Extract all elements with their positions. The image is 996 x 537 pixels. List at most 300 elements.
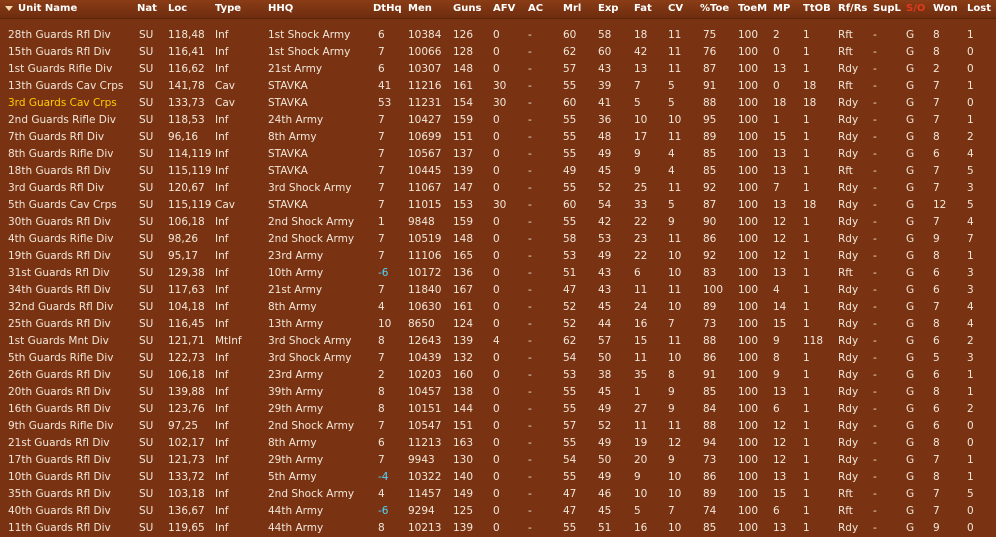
table-row[interactable] bbox=[0, 469, 996, 486]
table-row[interactable] bbox=[0, 418, 996, 435]
cell-supl: - bbox=[873, 80, 877, 92]
cell-supl: - bbox=[873, 267, 877, 279]
table-row[interactable] bbox=[0, 146, 996, 163]
cell-mrl: 54 bbox=[563, 352, 577, 364]
cell-lost: 0 bbox=[967, 522, 974, 534]
cell-nat: SU bbox=[139, 182, 154, 194]
cell-dthq: 10 bbox=[378, 318, 392, 330]
cell-afv: 0 bbox=[493, 386, 500, 398]
column-header-toem[interactable]: ToeM bbox=[738, 3, 768, 14]
cell-ttob: 1 bbox=[803, 267, 810, 279]
cell-supl: - bbox=[873, 148, 877, 160]
column-header-lost[interactable]: Lost bbox=[967, 3, 991, 14]
cell-rf-rs: Rdy bbox=[838, 301, 859, 313]
cell-mp: 9 bbox=[773, 369, 780, 381]
table-row[interactable] bbox=[0, 214, 996, 231]
cell-won: 6 bbox=[933, 148, 940, 160]
cell-hhq: 23rd Army bbox=[268, 250, 324, 262]
column-header-fat[interactable]: Fat bbox=[634, 3, 652, 14]
cell-guns: 159 bbox=[453, 216, 474, 228]
cell-unit-name[interactable]: 17th Guards Rfl Div bbox=[8, 454, 111, 466]
cell-hhq: 44th Army bbox=[268, 522, 324, 534]
table-row[interactable] bbox=[0, 265, 996, 282]
cell-ttob: 18 bbox=[803, 80, 817, 92]
column-header-s-o[interactable]: S/O bbox=[906, 3, 926, 14]
table-row[interactable] bbox=[0, 95, 996, 112]
column-header-type[interactable]: Type bbox=[215, 3, 242, 14]
cell-ttob: 1 bbox=[803, 46, 810, 58]
column-header-loc[interactable]: Loc bbox=[168, 3, 188, 14]
cell-won: 8 bbox=[933, 46, 940, 58]
cell-men: 9848 bbox=[408, 216, 435, 228]
table-row[interactable] bbox=[0, 27, 996, 44]
cell-mrl: 60 bbox=[563, 97, 577, 109]
cell-toem: 100 bbox=[738, 488, 759, 500]
cell-mp: 12 bbox=[773, 437, 787, 449]
cell-fat: 25 bbox=[634, 182, 648, 194]
cell-loc: 106,18 bbox=[168, 369, 205, 381]
cell-supl: - bbox=[873, 46, 877, 58]
cell-unit-name[interactable]: 10th Guards Rfl Div bbox=[8, 471, 111, 483]
cell-toem: 100 bbox=[738, 148, 759, 160]
cell-exp: 39 bbox=[598, 80, 612, 92]
cell-ac: - bbox=[528, 148, 532, 160]
column-header-supl[interactable]: SupL bbox=[873, 3, 901, 14]
table-row[interactable] bbox=[0, 486, 996, 503]
cell-supl: - bbox=[873, 369, 877, 381]
cell-exp: 49 bbox=[598, 437, 612, 449]
cell-unit-name[interactable]: 7th Guards Rfl Div bbox=[8, 131, 105, 143]
cell-dthq: 7 bbox=[378, 454, 385, 466]
cell-exp: 45 bbox=[598, 165, 612, 177]
cell-type: Inf bbox=[215, 233, 229, 245]
cell-loc: 97,25 bbox=[168, 420, 199, 432]
sort-arrow-icon bbox=[5, 6, 13, 11]
cell-unit-name[interactable]: 1st Guards Rifle Div bbox=[8, 63, 113, 75]
cell-loc: 116,62 bbox=[168, 63, 205, 75]
cell-supl: - bbox=[873, 437, 877, 449]
table-row[interactable] bbox=[0, 333, 996, 350]
cell-exp: 51 bbox=[598, 522, 612, 534]
cell-nat: SU bbox=[139, 267, 154, 279]
cell-type: Inf bbox=[215, 369, 229, 381]
cell-unit-name[interactable]: 2nd Guards Rifle Div bbox=[8, 114, 117, 126]
table-row[interactable] bbox=[0, 112, 996, 129]
column-header-rf-rs[interactable]: Rf/Rs bbox=[838, 3, 868, 14]
column-header-dthq[interactable]: DtHq bbox=[373, 3, 402, 14]
cell-lost: 3 bbox=[967, 267, 974, 279]
cell-unit-name[interactable]: 28th Guards Rfl Div bbox=[8, 29, 111, 41]
cell-type: Inf bbox=[215, 471, 229, 483]
table-row[interactable] bbox=[0, 248, 996, 265]
cell-dthq: 6 bbox=[378, 63, 385, 75]
cell-ttob: 1 bbox=[803, 165, 810, 177]
cell-nat: SU bbox=[139, 216, 154, 228]
cell-rf-rs: Rdy bbox=[838, 352, 859, 364]
table-row[interactable] bbox=[0, 435, 996, 452]
cell-exp: 42 bbox=[598, 216, 612, 228]
cell-dthq: -6 bbox=[378, 267, 389, 279]
cell-hhq: 21st Army bbox=[268, 63, 323, 75]
cell-supl: - bbox=[873, 318, 877, 330]
cell-unit-name[interactable]: 13th Guards Cav Crps bbox=[8, 80, 124, 92]
cell-lost: 7 bbox=[967, 233, 974, 245]
table-row[interactable] bbox=[0, 44, 996, 61]
cell-guns: 124 bbox=[453, 318, 474, 330]
cell-fat: 5 bbox=[634, 97, 641, 109]
cell-s-o: G bbox=[906, 522, 915, 534]
cell-afv: 0 bbox=[493, 284, 500, 296]
cell-rf-rs: Rdy bbox=[838, 420, 859, 432]
cell-s-o: G bbox=[906, 437, 915, 449]
cell-mp: 15 bbox=[773, 488, 787, 500]
cell-unit-name[interactable]: 35th Guards Rfl Div bbox=[8, 488, 111, 500]
cell-mrl: 52 bbox=[563, 301, 577, 313]
cell-pct-toe: 90 bbox=[703, 216, 717, 228]
cell-fat: 22 bbox=[634, 250, 648, 262]
cell-rf-rs: Rft bbox=[838, 488, 853, 500]
cell-cv: 10 bbox=[668, 488, 682, 500]
cell-ac: - bbox=[528, 420, 532, 432]
cell-hhq: 29th Army bbox=[268, 454, 324, 466]
cell-nat: SU bbox=[139, 352, 154, 364]
cell-mp: 12 bbox=[773, 420, 787, 432]
cell-won: 7 bbox=[933, 114, 940, 126]
cell-lost: 1 bbox=[967, 454, 974, 466]
cell-type: Inf bbox=[215, 403, 229, 415]
cell-exp: 50 bbox=[598, 352, 612, 364]
cell-won: 7 bbox=[933, 97, 940, 109]
cell-loc: 103,18 bbox=[168, 488, 205, 500]
cell-unit-name[interactable]: 34th Guards Rfl Div bbox=[8, 284, 111, 296]
cell-nat: SU bbox=[139, 29, 154, 41]
table-row[interactable] bbox=[0, 367, 996, 384]
cell-hhq: 8th Army bbox=[268, 301, 317, 313]
cell-dthq: 7 bbox=[378, 46, 385, 58]
cell-men: 10172 bbox=[408, 267, 442, 279]
cell-hhq: 21st Army bbox=[268, 284, 323, 296]
cell-unit-name[interactable]: 8th Guards Rifle Div bbox=[8, 148, 114, 160]
table-row[interactable] bbox=[0, 282, 996, 299]
cell-supl: - bbox=[873, 182, 877, 194]
cell-men: 10307 bbox=[408, 63, 442, 75]
cell-mp: 4 bbox=[773, 284, 780, 296]
cell-type: Inf bbox=[215, 131, 229, 143]
table-row[interactable] bbox=[0, 78, 996, 95]
cell-loc: 121,73 bbox=[168, 454, 205, 466]
cell-loc: 133,73 bbox=[168, 97, 205, 109]
cell-nat: SU bbox=[139, 233, 154, 245]
cell-exp: 43 bbox=[598, 284, 612, 296]
table-row[interactable] bbox=[0, 350, 996, 367]
column-header-hhq[interactable]: HHQ bbox=[268, 3, 294, 14]
cell-rf-rs: Rdy bbox=[838, 97, 859, 109]
cell-ac: - bbox=[528, 284, 532, 296]
cell-pct-toe: 92 bbox=[703, 182, 717, 194]
cell-lost: 3 bbox=[967, 284, 974, 296]
cell-pct-toe: 91 bbox=[703, 369, 717, 381]
cell-hhq: 44th Army bbox=[268, 505, 324, 517]
cell-unit-name[interactable]: 3rd Guards Cav Crps bbox=[8, 97, 117, 109]
cell-won: 8 bbox=[933, 131, 940, 143]
cell-unit-name[interactable]: 26th Guards Rfl Div bbox=[8, 369, 111, 381]
cell-exp: 57 bbox=[598, 335, 612, 347]
cell-cv: 11 bbox=[668, 233, 682, 245]
column-header-ac[interactable]: AC bbox=[528, 3, 544, 14]
cell-unit-name[interactable]: 5th Guards Cav Crps bbox=[8, 199, 117, 211]
cell-ac: - bbox=[528, 301, 532, 313]
column-header-guns[interactable]: Guns bbox=[453, 3, 482, 14]
cell-rf-rs: Rft bbox=[838, 80, 853, 92]
cell-rf-rs: Rdy bbox=[838, 182, 859, 194]
table-row[interactable] bbox=[0, 316, 996, 333]
cell-unit-name[interactable]: 21st Guards Rfl Div bbox=[8, 437, 110, 449]
cell-lost: 4 bbox=[967, 148, 974, 160]
cell-type: Inf bbox=[215, 420, 229, 432]
cell-dthq: 7 bbox=[378, 182, 385, 194]
cell-s-o: G bbox=[906, 233, 915, 245]
cell-mp: 18 bbox=[773, 97, 787, 109]
cell-ac: - bbox=[528, 250, 532, 262]
table-row[interactable] bbox=[0, 129, 996, 146]
cell-pct-toe: 86 bbox=[703, 471, 717, 483]
cell-ac: - bbox=[528, 131, 532, 143]
cell-ac: - bbox=[528, 471, 532, 483]
cell-rf-rs: Rdy bbox=[838, 216, 859, 228]
table-row[interactable] bbox=[0, 299, 996, 316]
cell-mrl: 55 bbox=[563, 80, 577, 92]
cell-rf-rs: Rft bbox=[838, 505, 853, 517]
cell-ac: - bbox=[528, 386, 532, 398]
cell-toem: 100 bbox=[738, 522, 759, 534]
cell-men: 10457 bbox=[408, 386, 442, 398]
cell-ac: - bbox=[528, 233, 532, 245]
cell-unit-name[interactable]: 5th Guards Rifle Div bbox=[8, 352, 114, 364]
cell-supl: - bbox=[873, 301, 877, 313]
table-row[interactable] bbox=[0, 452, 996, 469]
cell-guns: 144 bbox=[453, 403, 474, 415]
cell-s-o: G bbox=[906, 369, 915, 381]
cell-lost: 4 bbox=[967, 216, 974, 228]
cell-mp: 13 bbox=[773, 148, 787, 160]
cell-type: Inf bbox=[215, 437, 229, 449]
cell-dthq: 6 bbox=[378, 29, 385, 41]
cell-exp: 50 bbox=[598, 454, 612, 466]
cell-guns: 161 bbox=[453, 80, 474, 92]
cell-unit-name[interactable]: 1st Guards Mnt Div bbox=[8, 335, 109, 347]
cell-dthq: 7 bbox=[378, 420, 385, 432]
table-row[interactable] bbox=[0, 197, 996, 214]
cell-type: Inf bbox=[215, 267, 229, 279]
cell-s-o: G bbox=[906, 352, 915, 364]
cell-exp: 44 bbox=[598, 318, 612, 330]
cell-fat: 23 bbox=[634, 233, 648, 245]
cell-men: 10439 bbox=[408, 352, 442, 364]
cell-type: Inf bbox=[215, 148, 229, 160]
cell-toem: 100 bbox=[738, 505, 759, 517]
cell-dthq: 7 bbox=[378, 165, 385, 177]
cell-won: 7 bbox=[933, 80, 940, 92]
cell-cv: 10 bbox=[668, 250, 682, 262]
cell-unit-name[interactable]: 9th Guards Rifle Div bbox=[8, 420, 114, 432]
table-row[interactable] bbox=[0, 401, 996, 418]
cell-nat: SU bbox=[139, 250, 154, 262]
cell-mp: 12 bbox=[773, 250, 787, 262]
cell-rf-rs: Rdy bbox=[838, 148, 859, 160]
cell-men: 11231 bbox=[408, 97, 442, 109]
cell-supl: - bbox=[873, 471, 877, 483]
cell-ttob: 1 bbox=[803, 386, 810, 398]
cell-unit-name[interactable]: 25th Guards Rfl Div bbox=[8, 318, 111, 330]
cell-guns: 151 bbox=[453, 420, 474, 432]
cell-toem: 100 bbox=[738, 318, 759, 330]
cell-mrl: 57 bbox=[563, 63, 577, 75]
cell-guns: 139 bbox=[453, 335, 474, 347]
cell-lost: 1 bbox=[967, 250, 974, 262]
column-header-pct-toe[interactable]: %Toe bbox=[700, 3, 730, 14]
cell-type: Inf bbox=[215, 29, 229, 41]
cell-unit-name[interactable]: 3rd Guards Rfl Div bbox=[8, 182, 105, 194]
cell-toem: 100 bbox=[738, 403, 759, 415]
cell-ttob: 1 bbox=[803, 131, 810, 143]
cell-mp: 0 bbox=[773, 80, 780, 92]
cell-won: 7 bbox=[933, 216, 940, 228]
cell-unit-name[interactable]: 11th Guards Rfl Div bbox=[8, 522, 111, 534]
cell-supl: - bbox=[873, 131, 877, 143]
cell-unit-name[interactable]: 4th Guards Rifle Div bbox=[8, 233, 114, 245]
cell-cv: 11 bbox=[668, 29, 682, 41]
table-row[interactable] bbox=[0, 520, 996, 537]
cell-nat: SU bbox=[139, 454, 154, 466]
column-header-cv[interactable]: CV bbox=[668, 3, 684, 14]
cell-won: 6 bbox=[933, 420, 940, 432]
cell-hhq: 3rd Shock Army bbox=[268, 335, 352, 347]
cell-loc: 119,65 bbox=[168, 522, 205, 534]
cell-hhq: STAVKA bbox=[268, 199, 308, 211]
cell-cv: 9 bbox=[668, 216, 675, 228]
cell-unit-name[interactable]: 32nd Guards Rfl Div bbox=[8, 301, 114, 313]
cell-unit-name[interactable]: 18th Guards Rfl Div bbox=[8, 165, 111, 177]
cell-nat: SU bbox=[139, 284, 154, 296]
cell-s-o: G bbox=[906, 488, 915, 500]
cell-fat: 5 bbox=[634, 505, 641, 517]
cell-pct-toe: 88 bbox=[703, 420, 717, 432]
cell-afv: 0 bbox=[493, 454, 500, 466]
cell-hhq: 5th Army bbox=[268, 471, 317, 483]
cell-ttob: 1 bbox=[803, 63, 810, 75]
cell-hhq: STAVKA bbox=[268, 148, 308, 160]
table-row[interactable] bbox=[0, 503, 996, 520]
column-header-won[interactable]: Won bbox=[933, 3, 958, 14]
cell-won: 7 bbox=[933, 488, 940, 500]
cell-s-o: G bbox=[906, 301, 915, 313]
cell-afv: 0 bbox=[493, 420, 500, 432]
cell-pct-toe: 87 bbox=[703, 199, 717, 211]
cell-unit-name[interactable]: 40th Guards Rfl Div bbox=[8, 505, 111, 517]
cell-unit-name[interactable]: 16th Guards Rfl Div bbox=[8, 403, 111, 415]
cell-afv: 0 bbox=[493, 267, 500, 279]
cell-lost: 2 bbox=[967, 403, 974, 415]
column-header-unit-name[interactable]: Unit Name bbox=[18, 3, 78, 14]
cell-s-o: G bbox=[906, 505, 915, 517]
cell-ttob: 1 bbox=[803, 420, 810, 432]
cell-ttob: 1 bbox=[803, 233, 810, 245]
cell-supl: - bbox=[873, 284, 877, 296]
cell-ac: - bbox=[528, 454, 532, 466]
cell-s-o: G bbox=[906, 454, 915, 466]
cell-loc: 95,17 bbox=[168, 250, 199, 262]
cell-unit-name[interactable]: 30th Guards Rfl Div bbox=[8, 216, 111, 228]
cell-exp: 38 bbox=[598, 369, 612, 381]
cell-exp: 49 bbox=[598, 403, 612, 415]
cell-mp: 14 bbox=[773, 301, 787, 313]
cell-mrl: 55 bbox=[563, 131, 577, 143]
cell-rf-rs: Rdy bbox=[838, 284, 859, 296]
table-row[interactable] bbox=[0, 180, 996, 197]
column-header-mp[interactable]: MP bbox=[773, 3, 791, 14]
cell-won: 6 bbox=[933, 403, 940, 415]
table-row[interactable] bbox=[0, 163, 996, 180]
cell-unit-name[interactable]: 31st Guards Rfl Div bbox=[8, 267, 110, 279]
table-row[interactable] bbox=[0, 231, 996, 248]
cell-toem: 100 bbox=[738, 165, 759, 177]
cell-s-o: G bbox=[906, 284, 915, 296]
cell-ac: - bbox=[528, 335, 532, 347]
column-header-men[interactable]: Men bbox=[408, 3, 432, 14]
cell-dthq: 1 bbox=[378, 216, 385, 228]
cell-mp: 13 bbox=[773, 267, 787, 279]
cell-s-o: G bbox=[906, 267, 915, 279]
cell-ttob: 1 bbox=[803, 284, 810, 296]
table-row[interactable] bbox=[0, 61, 996, 78]
cell-men: 10547 bbox=[408, 420, 442, 432]
cell-nat: SU bbox=[139, 488, 154, 500]
cell-cv: 11 bbox=[668, 46, 682, 58]
cell-unit-name[interactable]: 20th Guards Rfl Div bbox=[8, 386, 111, 398]
cell-hhq: 3rd Shock Army bbox=[268, 182, 352, 194]
cell-supl: - bbox=[873, 63, 877, 75]
cell-unit-name[interactable]: 19th Guards Rfl Div bbox=[8, 250, 111, 262]
cell-afv: 0 bbox=[493, 131, 500, 143]
cell-supl: - bbox=[873, 29, 877, 41]
column-header-afv[interactable]: AFV bbox=[493, 3, 516, 14]
column-header-mrl[interactable]: Mrl bbox=[563, 3, 582, 14]
cell-men: 10322 bbox=[408, 471, 442, 483]
cell-rf-rs: Rdy bbox=[838, 131, 859, 143]
cell-pct-toe: 100 bbox=[703, 284, 724, 296]
cell-unit-name[interactable]: 15th Guards Rfl Div bbox=[8, 46, 111, 58]
cell-rf-rs: Rft bbox=[838, 29, 853, 41]
cell-ttob: 1 bbox=[803, 471, 810, 483]
cell-pct-toe: 75 bbox=[703, 29, 717, 41]
cell-exp: 45 bbox=[598, 386, 612, 398]
cell-fat: 11 bbox=[634, 352, 648, 364]
cell-type: Inf bbox=[215, 505, 229, 517]
cell-fat: 42 bbox=[634, 46, 648, 58]
column-header-exp[interactable]: Exp bbox=[598, 3, 619, 14]
cell-loc: 117,63 bbox=[168, 284, 205, 296]
cell-lost: 2 bbox=[967, 335, 974, 347]
column-header-ttob[interactable]: TtOB bbox=[803, 3, 831, 14]
cell-toem: 100 bbox=[738, 420, 759, 432]
cell-hhq: STAVKA bbox=[268, 97, 308, 109]
cell-mrl: 55 bbox=[563, 386, 577, 398]
cell-dthq: 7 bbox=[378, 131, 385, 143]
table-row[interactable] bbox=[0, 384, 996, 401]
cell-afv: 0 bbox=[493, 437, 500, 449]
column-header-nat[interactable]: Nat bbox=[137, 3, 157, 14]
cell-s-o: G bbox=[906, 165, 915, 177]
